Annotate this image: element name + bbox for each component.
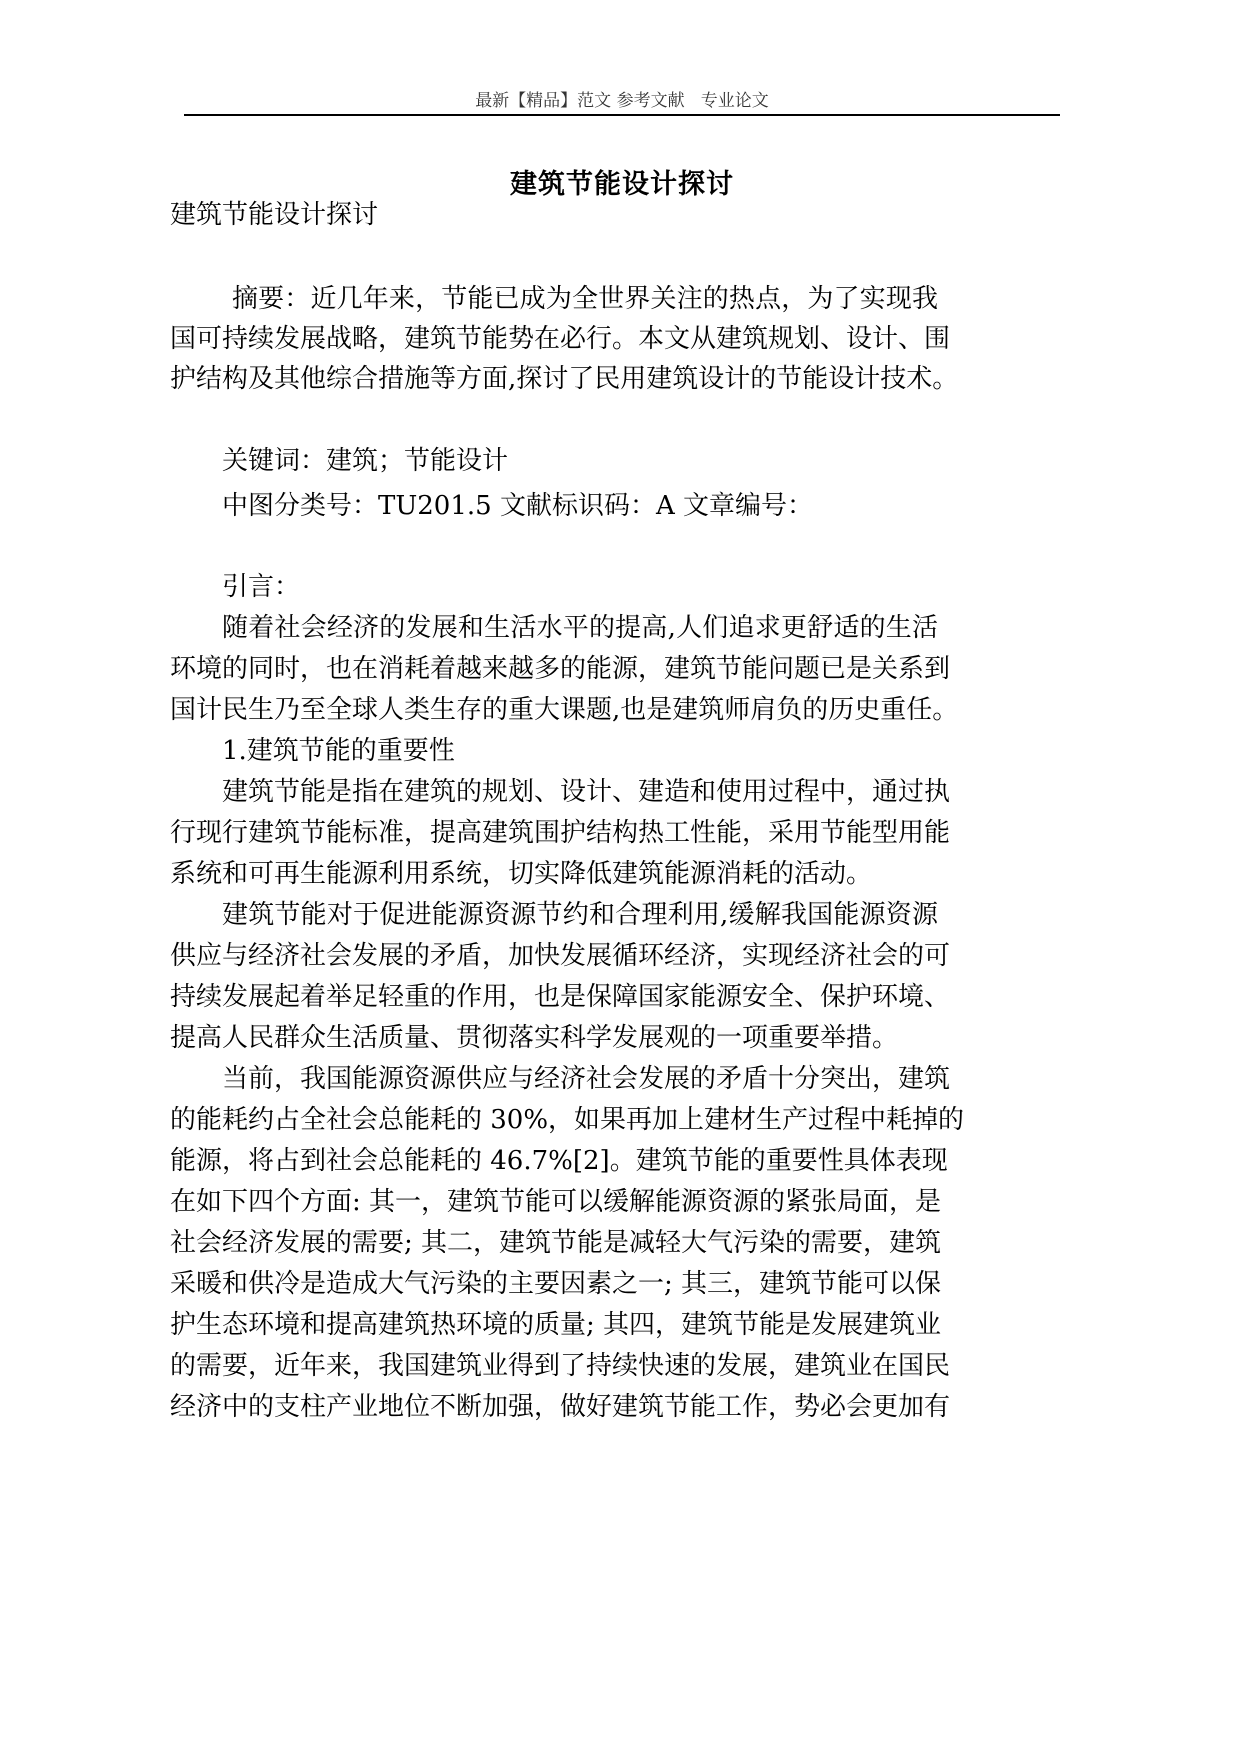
paragraph-line: 采暖和供冷是造成大气污染的主要因素之一; 其三，建筑节能可以保 <box>170 1269 942 1299</box>
paragraph-line: 经济中的支柱产业地位不断加强，做好建筑节能工作，势必会更加有 <box>170 1392 951 1422</box>
paragraph-line: 建筑节能是指在建筑的规划、设计、建造和使用过程中，通过执 <box>222 777 951 807</box>
paragraph-line: 能源，将占到社会总能耗的 46.7%[2]。建筑节能的重要性具体表现 <box>170 1146 948 1176</box>
document-subtitle: 建筑节能设计探讨 <box>170 200 379 230</box>
page-header: 最新【精品】范文 参考文献 专业论文 <box>475 91 769 111</box>
document-title: 建筑节能设计探讨 <box>510 169 734 200</box>
paragraph-line: 的能耗约占全社会总能耗的 30%，如果再加上建材生产过程中耗掉的 <box>170 1105 965 1135</box>
intro-line: 环境的同时，也在消耗着越来越多的能源，建筑节能问题已是关系到 <box>170 654 951 684</box>
keywords: 关键词：建筑；节能设计 <box>222 446 509 476</box>
intro-line: 国计民生乃至全球人类生存的重大课题,也是建筑师肩负的历史重任。 <box>170 695 959 725</box>
paragraph-line: 提高人民群众生活质量、贯彻落实科学发展观的一项重要举措。 <box>170 1023 899 1053</box>
section-heading: 1.建筑节能的重要性 <box>222 736 455 766</box>
paragraph-line: 当前，我国能源资源供应与经济社会发展的矛盾十分突出，建筑 <box>222 1064 951 1094</box>
intro-label: 引言： <box>222 572 301 602</box>
paragraph-line: 建筑节能对于促进能源资源节约和合理利用,缓解我国能源资源 <box>222 900 938 930</box>
paragraph-line: 的需要，近年来，我国建筑业得到了持续快速的发展，建筑业在国民 <box>170 1351 951 1381</box>
abstract-line: 国可持续发展战略，建筑节能势在必行。本文从建筑规划、设计、围 <box>170 324 951 354</box>
paragraph-line: 持续发展起着举足轻重的作用，也是保障国家能源安全、保护环境、 <box>170 982 951 1012</box>
paragraph-line: 供应与经济社会发展的矛盾，加快发展循环经济，实现经济社会的可 <box>170 941 951 971</box>
paragraph-line: 在如下四个方面: 其一，建筑节能可以缓解能源资源的紧张局面，是 <box>170 1187 942 1217</box>
abstract-line: 护结构及其他综合措施等方面,探讨了民用建筑设计的节能设计技术。 <box>170 364 959 394</box>
classification-line: 中图分类号：TU201.5 文献标识码：A 文章编号： <box>222 491 813 521</box>
paragraph-line: 行现行建筑节能标准，提高建筑围护结构热工性能，采用节能型用能 <box>170 818 951 848</box>
paragraph-line: 护生态环境和提高建筑热环境的质量; 其四，建筑节能是发展建筑业 <box>170 1310 942 1340</box>
header-divider <box>184 114 1060 116</box>
paragraph-line: 社会经济发展的需要; 其二，建筑节能是减轻大气污染的需要，建筑 <box>170 1228 942 1258</box>
abstract-line: 摘要：近几年来，节能已成为全世界关注的热点，为了实现我 <box>232 284 938 314</box>
intro-line: 随着社会经济的发展和生活水平的提高,人们追求更舒适的生活 <box>222 613 938 643</box>
paragraph-line: 系统和可再生能源利用系统，切实降低建筑能源消耗的活动。 <box>170 859 873 889</box>
